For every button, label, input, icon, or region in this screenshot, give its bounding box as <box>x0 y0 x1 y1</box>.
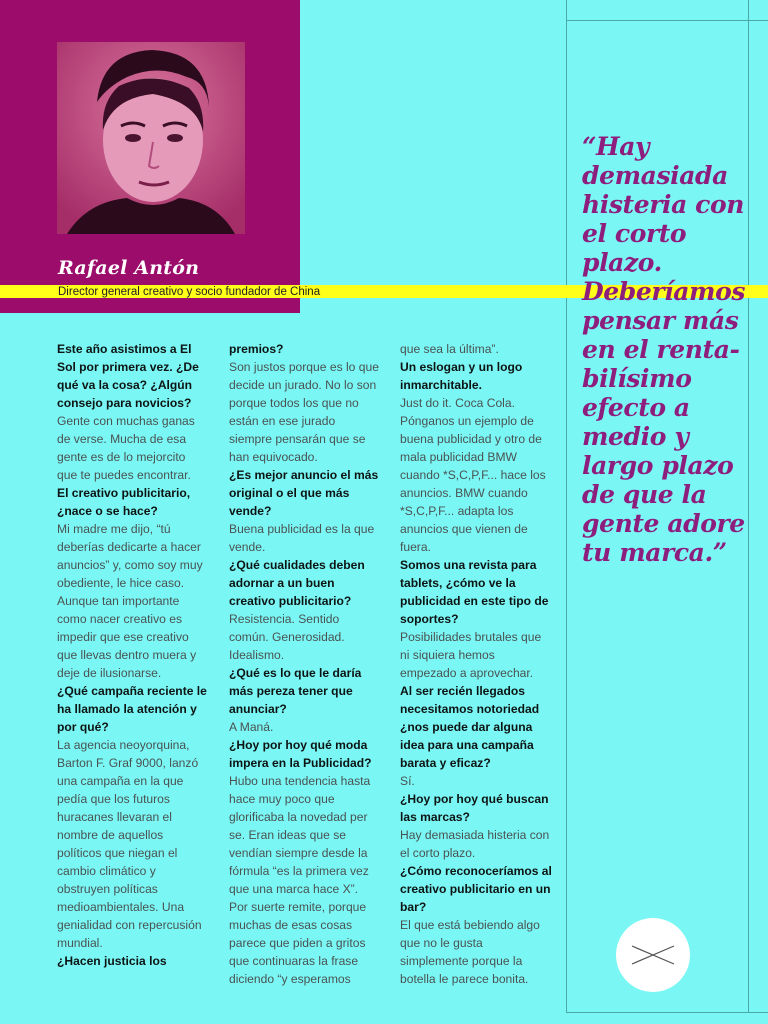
guide-line-left <box>566 0 567 1012</box>
interview-answer: Sí. <box>400 774 415 788</box>
interview-answer: Mi madre me dijo, “tú deberías dedicarte a hacer anuncios” y, como soy muy obediente, le hice caso. Aunque tan importante como nacer creativo es impedir que ese creativo que llevas dentro muera y deje de ilusionarse. <box>57 522 203 680</box>
interview-answer: Buena publicidad es la que vende. <box>229 522 375 554</box>
interview-answer: Posibilidades brutales que ni siquiera hemos empezado a aprovechar. <box>400 630 542 680</box>
guide-line-top <box>566 20 768 21</box>
interview-question: ¿Qué es lo que le daría más pereza tener que anunciar? <box>229 666 362 716</box>
interview-question: Un eslogan y un logo inmarchitable. <box>400 360 523 392</box>
interview-answer: A Maná. <box>229 720 274 734</box>
profile-name: Rafael Antón <box>58 257 200 279</box>
interview-question: ¿Hoy por hoy qué buscan las marcas? <box>400 792 549 824</box>
interview-answer: Son justos porque es lo que decide un jurado. No lo son porque todos los que no están en ese jurado siempre pensarán que se han equivocado. <box>229 360 379 464</box>
profile-role: Director general creativo y socio fundador de China <box>58 286 321 298</box>
interview-answer: que sea la última”. <box>400 342 499 356</box>
close-button[interactable] <box>616 918 690 992</box>
interview-answer: El que está bebiendo algo que no le gusta simplemente porque la botella le parece bonita. <box>400 918 540 986</box>
interview-question: ¿Es mejor anuncio el más original o el que más vende? <box>229 468 379 518</box>
interview-question: ¿Qué campaña reciente le ha llamado la atención y por qué? <box>57 684 207 734</box>
pull-quote: “Hay demasiada histeria con el corto plazo. Deberíamos pensar más en el renta- bilísimo efecto a medio y largo plazo de que la gente adore tu marca.” <box>582 132 746 567</box>
interview-answer: Gente con muchas ganas de verse. Mucha de esa gente es de lo mejorcito que te puedes encontrar. <box>57 414 195 482</box>
interview-answer: Hubo una tendencia hasta hace muy poco que glorificaba la novedad per se. Eran ideas que se vendían siempre desde la fórmula “es la primera vez que una marca hace X”. Por suerte remite, porque muchas de esas cosas parece que piden a gritos que continuaras la frase diciendo “y esperamos <box>229 774 371 986</box>
interview-column-1 <box>57 340 207 970</box>
portrait-photo <box>57 42 245 234</box>
guide-line-bottom <box>566 1012 768 1013</box>
interview-question: ¿Hoy por hoy qué moda impera en la Publicidad? <box>229 738 372 770</box>
interview-column-3 <box>400 340 552 988</box>
interview-answer: La agencia neoyorquina, Barton F. Graf 9000, lanzó una campaña en la que pedía que los futuros huracanes llevaran el nombre de aquellos políticos que niegan el cambio climático y obstruyen políticas medioambientales. Una genialidad con repercusión mundial. <box>57 738 202 950</box>
interview-question: Este año asistimos a El Sol por primera vez. ¿De qué va la cosa? ¿Algún consejo para novicios? <box>57 342 199 410</box>
interview-question: Al ser recién llegados necesitamos notoriedad ¿nos puede dar alguna idea para una campaña barata y eficaz? <box>400 684 540 770</box>
interview-answer: Hay demasiada histeria con el corto plazo. <box>400 828 550 860</box>
interview-answer: Resistencia. Sentido común. Generosidad. Idealismo. <box>229 612 345 662</box>
interview-question: ¿Qué cualidades deben adornar a un buen creativo publicitario? <box>229 558 365 608</box>
interview-question: ¿Hacen justicia los <box>57 954 167 968</box>
interview-column-2 <box>229 340 379 988</box>
interview-question: El creativo publicitario, ¿nace o se hace? <box>57 486 191 518</box>
interview-answer: Just do it. Coca Cola. Pónganos un ejemplo de buena publicidad y otro de mala publicidad BMW cuando *S,C,P,F... hace los anuncios. BMW cuando *S,C,P,F... adapta los anuncios que vienen de fuera. <box>400 396 546 554</box>
close-icon <box>616 918 690 992</box>
interview-question: ¿Cómo reconoceríamos al creativo publicitario en un bar? <box>400 864 552 914</box>
interview-question: Somos una revista para tablets, ¿cómo ve la publicidad en este tipo de soportes? <box>400 558 549 626</box>
interview-question: premios? <box>229 342 284 356</box>
profile-header-block <box>0 0 300 313</box>
